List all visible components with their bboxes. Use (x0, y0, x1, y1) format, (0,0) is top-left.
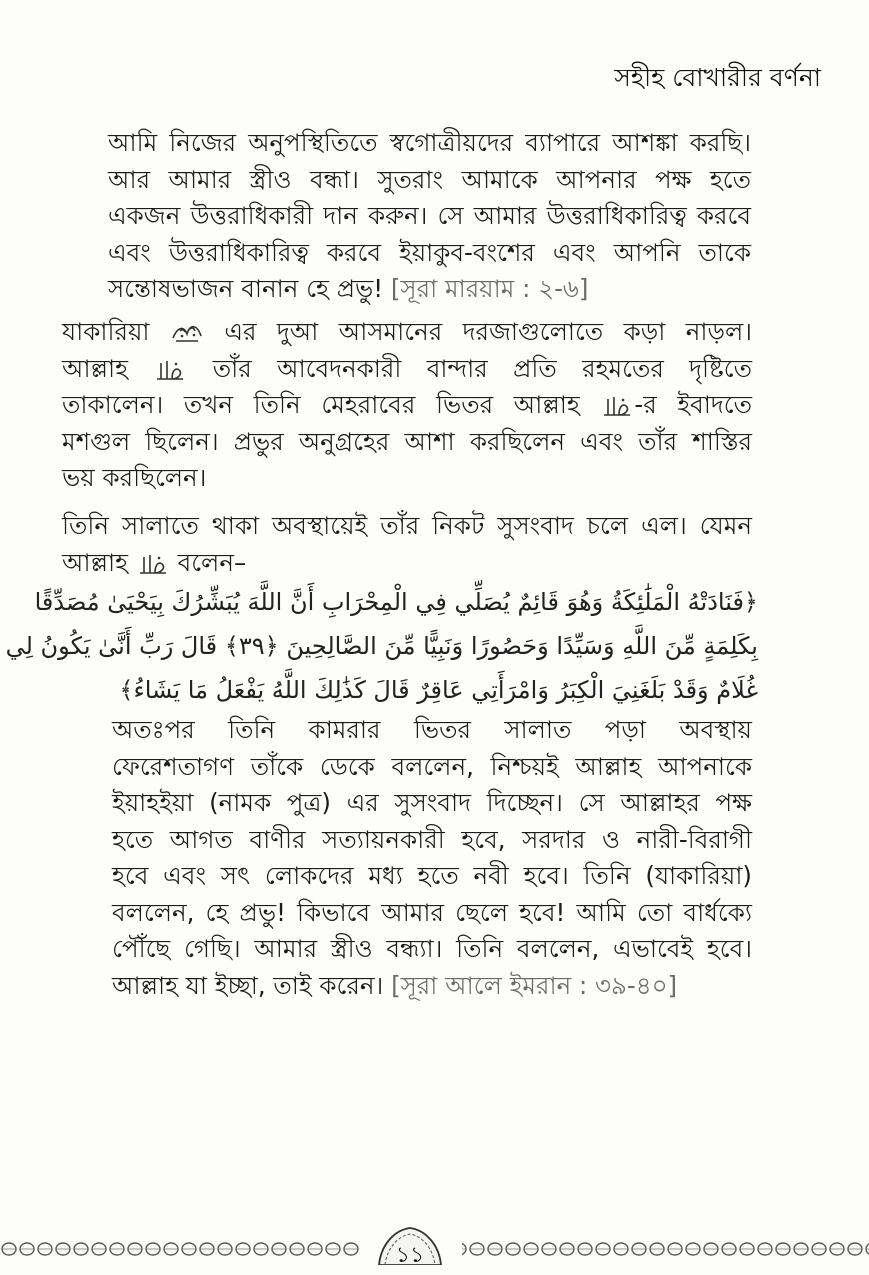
text-line: যাকারিয়া এর দুআ আসমানের দরজাগুলোতে কড়া নাড়ল। (62, 317, 752, 346)
jalla-jalaluhu-icon (153, 357, 187, 383)
text-line: হতে আগত বাণীর সত্যায়নকারী হবে, সরদার ও নারী-বিরাগী (112, 824, 752, 854)
text-line: ইয়াহইয়া (নামক পুত্র) এর সুসংবাদ দিচ্ছেন। সে আল্লাহর পক্ষ (112, 788, 752, 817)
quote-translation-paragraph (108, 125, 751, 308)
text-line: একজন উত্তরাধিকারী দান করুন। সে আমার উত্তরাধিকারিত্ব করবে (108, 201, 751, 230)
text-line: আল্লাহ যা ইচ্ছা, তাই করেন। [সূরা আলে ইমরান : ৩৯-৪০] (112, 970, 678, 1000)
text-line: আর আমার স্ত্রীও বন্ধা। সুতরাং আমাকে আপনার পক্ষ হতে (108, 164, 751, 194)
body-paragraph (62, 508, 752, 581)
arabic-line: غُلَامٌ وَقَدْ بَلَغَنِيَ الْكِبَرُ وَامْرَأَتِي عَاقِرٌ قَالَ كَذَٰلِكَ اللَّهُ يَفْعَلُ مَا يَشَاءُ﴾ (119, 676, 758, 704)
text-line: তাকালেন। তখন তিনি মেহরাবের ভিতর আল্লাহ -র ইবাদতে (62, 390, 752, 419)
page-number: ১১ (395, 1243, 425, 1268)
text-line: তিনি সালাতে থাকা অবস্থায়েই তাঁর নিকট সুসংবাদ চলে এল। যেমন (62, 511, 752, 540)
text-line: বললেন, হে প্রভু! কিভাবে আমার ছেলে হবে! আমি তো বার্ধক্যে (112, 897, 752, 927)
text-line: ফেরেশতাগণ তাঁকে ডেকে বললেন, নিশ্চয়ই আল্লাহ আপনাকে (112, 751, 752, 781)
body-paragraph (62, 314, 752, 497)
quote-translation-paragraph (112, 712, 752, 1004)
surah-reference: [সূরা মারয়াম : ২-৬] (390, 274, 589, 303)
text-line: আল্লাহ বলেন– (62, 547, 247, 577)
text-line: এবং উত্তরাধিকারিত্ব করবে ইয়াকুব-বংশের এবং আপনি তাকে (108, 237, 751, 267)
surah-reference: [সূরা আলে ইমরান : ৩৯-৪০] (391, 970, 678, 1000)
jalla-jalaluhu-icon (136, 551, 170, 577)
text-line: অতঃপর তিনি কামরার ভিতর সালাত পড়া অবস্থায় (112, 715, 752, 744)
arabic-verse (5, 580, 758, 712)
running-header: সহীহ বোখারীর বর্ণনা (614, 63, 821, 92)
arabic-line: بِكَلِمَةٍ مِّنَ اللَّهِ وَسَيِّدًا وَحَصُورًا وَنَبِيًّا مِّنَ الصَّالِحِينَ ﴿٣٩﴾ قَالَ رَبِّ أَنَّىٰ يَكُونُ لِي (5, 632, 758, 660)
text-line: হবে এবং সৎ লোকদের মধ্য হতে নবী হবে। তিনি (যাকারিয়া) (112, 861, 752, 890)
text-line: আমি নিজের অনুপস্থিতিতে স্বগোত্রীয়দের ব্যাপারে আশঙ্কা করছি। (108, 128, 751, 157)
jalla-jalaluhu-icon (600, 393, 634, 419)
text-line: ভয় করছিলেন। (62, 463, 207, 492)
alaihis-salam-icon (170, 320, 204, 346)
text-line: সন্তোষভাজন বানান হে প্রভু! [সূরা মারয়াম : ২-৬] (108, 274, 589, 303)
text-line: মশগুল ছিলেন। প্রভুর অনুগ্রহের আশা করছিলেন এবং তাঁর শাস্তির (62, 426, 752, 456)
text-line: আল্লাহ তাঁর আবেদনকারী বান্দার প্রতি রহমতের দৃষ্টিতে (62, 353, 752, 383)
text-line: পৌঁছে গেছি। আমার স্ত্রীও বন্ধ্যা। তিনি বললেন, এভাবেই হবে। (112, 934, 752, 963)
arabic-line: ﴿فَنَادَتْهُ الْمَلَٰئِكَةُ وَهُوَ قَائِمٌ يُصَلِّي فِي الْمِحْرَابِ أَنَّ اللَّهَ يُبَشِّرُكَ بِيَحْيَىٰ مُصَدِّقًا (34, 588, 758, 616)
